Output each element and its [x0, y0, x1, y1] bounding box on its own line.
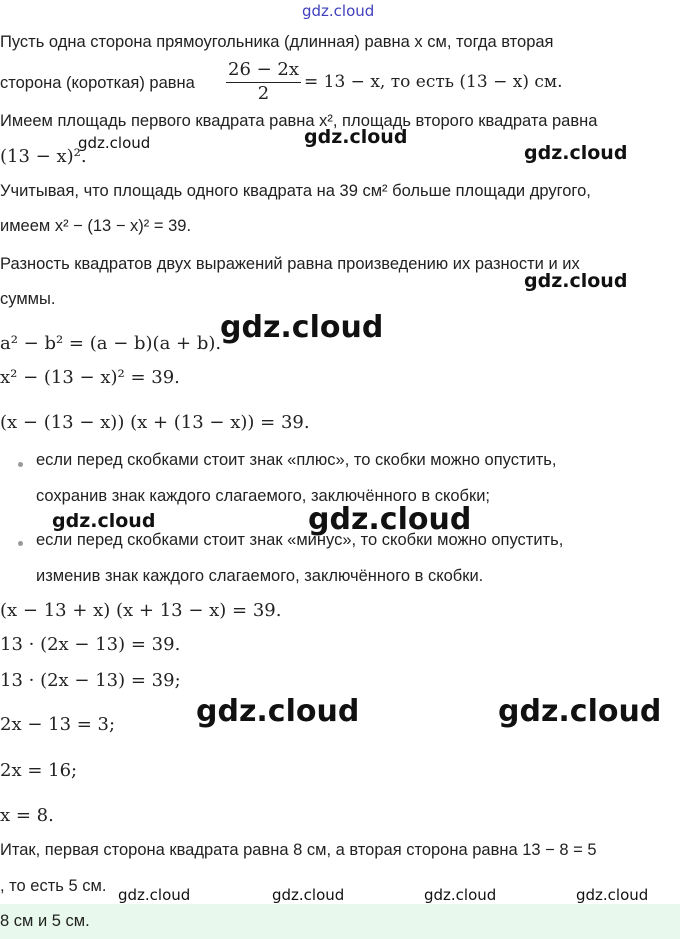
- text-line-8: суммы.: [0, 290, 56, 308]
- equation-3: (x − (13 − x)) (x + (13 − x)) = 39.: [0, 412, 310, 433]
- equation-2: x² − (13 − x)² = 39.: [0, 367, 180, 388]
- text-line-2a: сторона (короткая) равна: [0, 74, 195, 92]
- bullet-2-line-b: изменив знак каждого слагаемого, заключённого в скобки.: [36, 567, 484, 585]
- watermark: gdz.cloud: [196, 694, 360, 729]
- equation-5: 13 · (2x − 13) = 39.: [0, 634, 181, 655]
- text-line-9: Итак, первая сторона квадрата равна 8 см, а вторая сторона равна 13 − 8 = 5: [0, 841, 597, 859]
- equation-8: 2x = 16;: [0, 760, 78, 781]
- text-line-10: , то есть 5 см.: [0, 877, 107, 895]
- watermark: gdz.cloud: [52, 510, 156, 532]
- bullet-dot: [18, 462, 23, 467]
- text-line-5: Учитывая, что площадь одного квадрата на 39 см² больше площади другого,: [0, 182, 591, 200]
- fraction-denominator: 2: [257, 83, 270, 104]
- bullet-1-line-a: если перед скобками стоит знак «плюс», то скобки можно опустить,: [36, 451, 557, 469]
- watermark: gdz.cloud: [524, 270, 628, 292]
- watermark: gdz.cloud: [524, 142, 628, 164]
- watermark: gdz.cloud: [220, 310, 384, 345]
- text-line-1: Пусть одна сторона прямоугольника (длинная) равна x см, тогда вторая: [0, 33, 554, 51]
- text-line-3: Имеем площадь первого квадрата равна x², площадь второго квадрата равна: [0, 112, 598, 130]
- equation-7: 2x − 13 = 3;: [0, 714, 116, 735]
- text-line-7: Разность квадратов двух выражений равна произведению их разности и их: [0, 255, 580, 273]
- bullet-1-line-b: сохранив знак каждого слагаемого, заключённого в скобки;: [36, 487, 490, 505]
- watermark: gdz.cloud: [118, 886, 191, 904]
- watermark: gdz.cloud: [304, 126, 408, 148]
- bullet-2-line-a: если перед скобками стоит знак «минус», то скобки можно опустить,: [36, 531, 564, 549]
- watermark: gdz.cloud: [308, 502, 472, 537]
- text-line-2b: = 13 − x, то есть (13 − x) см.: [304, 72, 563, 92]
- watermark: gdz.cloud: [498, 694, 662, 729]
- fraction-numerator: 26 − 2x: [226, 58, 301, 83]
- bullet-dot: [18, 541, 23, 546]
- equation-9: x = 8.: [0, 805, 54, 826]
- equation-4: (x − 13 + x) (x + 13 − x) = 39.: [0, 600, 282, 621]
- watermark: gdz.cloud: [424, 886, 497, 904]
- equation-6: 13 · (2x − 13) = 39;: [0, 670, 181, 691]
- watermark: gdz.cloud: [576, 886, 649, 904]
- fraction: [226, 58, 301, 105]
- text-line-4: (13 − x)².: [0, 146, 87, 167]
- answer-text: 8 см и 5 см.: [0, 912, 90, 930]
- text-line-6: имеем x² − (13 − x)² = 39.: [0, 217, 192, 235]
- watermark: gdz.cloud: [272, 886, 345, 904]
- watermark-top: gdz.cloud: [302, 2, 375, 20]
- equation-1: a² − b² = (a − b)(a + b).: [0, 333, 222, 354]
- watermark: gdz.cloud: [78, 134, 151, 152]
- answer-box: [0, 904, 680, 939]
